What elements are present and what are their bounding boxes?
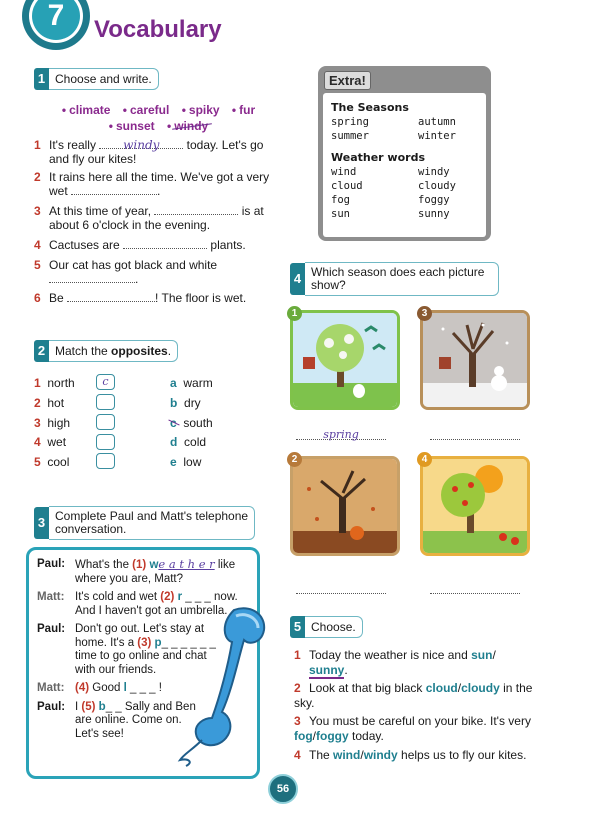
ex5-option[interactable]: cloudy: [461, 681, 500, 695]
conv-line-4: Matt: (4) Good l _ _ _ !: [37, 682, 162, 694]
ex2-left-2: 2 hot: [34, 396, 65, 410]
ex2-answer-box-5[interactable]: [96, 453, 115, 469]
conv-answer-1[interactable]: e a t h e r: [158, 557, 215, 571]
ex5-option[interactable]: foggy: [316, 728, 349, 743]
conv-answer-4[interactable]: _ _ _: [126, 682, 156, 694]
conv-line-2: Matt: It's cold and wet (2) r _ _ _ now. And I haven't got an umbrella.: [37, 591, 238, 617]
extra-vocabulary-box: [318, 66, 491, 241]
extra-label: Extra!: [324, 71, 371, 90]
ex3-number: 3: [34, 507, 49, 539]
conv-line-5: Paul: I (5) b_ _ Sally and Ben are online. Come on. Let's see!: [37, 700, 196, 740]
word-bank-item: • spiky: [181, 103, 220, 117]
ex4-answer-1[interactable]: spring: [296, 428, 386, 440]
season-picture-1: [290, 310, 400, 410]
ex5-header: [290, 616, 363, 638]
word-bank-item-used: • windy: [167, 119, 209, 133]
ex5-option[interactable]: windy: [363, 748, 398, 762]
word-bank-item: • sunset: [108, 119, 155, 133]
ex2-left-1: 1 north: [34, 376, 75, 390]
ex2-right-b: b dry: [170, 396, 201, 410]
ex4-number: 4: [290, 263, 305, 295]
ex2-instruction: Match the opposites.: [49, 340, 178, 362]
ex1-item-1: 1 It's really windy today. Let's go and fly our kites!: [34, 138, 264, 166]
ex5-instruction: Choose.: [305, 616, 363, 638]
ex2-answer-box-2[interactable]: [96, 394, 115, 410]
conv-answer-5[interactable]: _ _: [105, 700, 122, 713]
ex2-left-3: 3 high: [34, 416, 71, 430]
season-picture-3: [420, 310, 530, 410]
conv-answer-3[interactable]: _ _ _ _ _ _: [161, 636, 216, 649]
ex1-header: [34, 68, 159, 90]
seasons-title: The Seasons: [331, 101, 409, 114]
ex3-instruction: Complete Paul and Matt's telephone conversation.: [49, 506, 255, 540]
ex2-header: [34, 340, 178, 362]
ex2-right-a: a warm: [170, 376, 213, 390]
ex2-right-c: c south: [170, 416, 213, 430]
ex2-right-e: e low: [170, 455, 202, 469]
ex2-answer-box-4[interactable]: [96, 434, 115, 450]
ex2-number: 2: [34, 340, 49, 362]
page-title: Vocabulary: [94, 16, 222, 43]
ex3-header: [34, 506, 255, 540]
unit-badge: [22, 0, 90, 50]
word-bank-item: • careful: [122, 103, 170, 117]
ex5-option[interactable]: wind: [333, 748, 361, 762]
ex5-item-1: 1 Today the weather is nice and sun/ sunny.: [294, 648, 496, 677]
ex2-left-4: 4 wet: [34, 435, 67, 449]
conv-line-1: Paul: What's the (1) we a t h e r like where you are, Matt?: [37, 557, 236, 585]
ex2-left-5: 5 cool: [34, 455, 70, 469]
ex4-answer-2[interactable]: [296, 582, 386, 594]
ex4-answer-4[interactable]: [430, 582, 520, 594]
ex5-option[interactable]: sun: [471, 648, 493, 662]
ex2-answer-box-1[interactable]: c: [96, 374, 115, 390]
word-bank-item: • fur: [231, 103, 256, 117]
telephone-handset-icon: [172, 600, 272, 770]
ex1-instruction: Choose and write.: [49, 68, 159, 90]
weather-row: sun sunny: [331, 208, 450, 220]
conv-line-3: Paul: Don't go out. Let's stay at home. It's a (3) p_ _ _ _ _ _ time to go online and chat with our friends.: [37, 623, 216, 676]
ex1-answer-2[interactable]: [71, 184, 157, 195]
ex5-number: 5: [290, 616, 305, 638]
ex1-item-5: 5 Our cat has got black and white .: [34, 258, 218, 286]
page-number: 56: [268, 774, 298, 804]
seasons-row: spring autumn: [331, 116, 456, 128]
ex5-item-3: 3 You must be careful on your bike. It's very fog/foggy today.: [294, 714, 531, 743]
ex5-option[interactable]: cloud: [425, 681, 458, 695]
weather-row: fog foggy: [331, 194, 450, 206]
ex2-right-d: d cold: [170, 435, 207, 449]
picture-number-2: 2: [287, 452, 302, 467]
seasons-row: summer winter: [331, 130, 456, 142]
ex1-item-4: 4 Cactuses are plants.: [34, 238, 246, 252]
ex5-item-2: 2 Look at that big black cloud/cloudy in the sky.: [294, 681, 533, 710]
ex1-item-6: 6 Be ! The floor is wet.: [34, 291, 247, 305]
ex1-answer-5[interactable]: [49, 272, 135, 283]
picture-number-4: 4: [417, 452, 432, 467]
weather-row: cloud cloudy: [331, 180, 456, 192]
season-picture-2: [290, 456, 400, 556]
season-picture-4: [420, 456, 530, 556]
ex4-header: [290, 262, 499, 296]
ex1-number: 1: [34, 68, 49, 90]
ex1-answer-3[interactable]: [154, 204, 238, 215]
ex4-instruction: Which season does each picture show?: [305, 262, 499, 296]
ex1-word-bank: [40, 102, 280, 134]
ex1-item-3: 3 At this time of year, is at about 6 o'clock in the evening.: [34, 204, 264, 232]
unit-number: 7: [32, 0, 80, 40]
picture-number-1: 1: [287, 306, 302, 321]
ex5-item-4: 4 The wind/windy helps us to fly our kites.: [294, 748, 527, 762]
ex2-answer-box-3[interactable]: [96, 414, 115, 430]
ex4-answer-3[interactable]: [430, 428, 520, 440]
weather-row: wind windy: [331, 166, 450, 178]
picture-number-3: 3: [417, 306, 432, 321]
ex1-answer-4[interactable]: [123, 238, 207, 249]
word-bank-item: • climate: [61, 103, 111, 117]
ex1-item-2: 2 It rains here all the time. We've got a very wet .: [34, 170, 270, 198]
ex1-answer-6[interactable]: [67, 291, 155, 302]
extra-card: [323, 93, 486, 237]
ex1-answer-1[interactable]: windy: [99, 138, 183, 149]
ex5-option-selected[interactable]: sunny: [309, 662, 345, 677]
weather-words-title: Weather words: [331, 151, 425, 164]
ex5-option[interactable]: fog: [294, 728, 313, 743]
conv-answer-2[interactable]: _ _ _: [182, 591, 211, 603]
